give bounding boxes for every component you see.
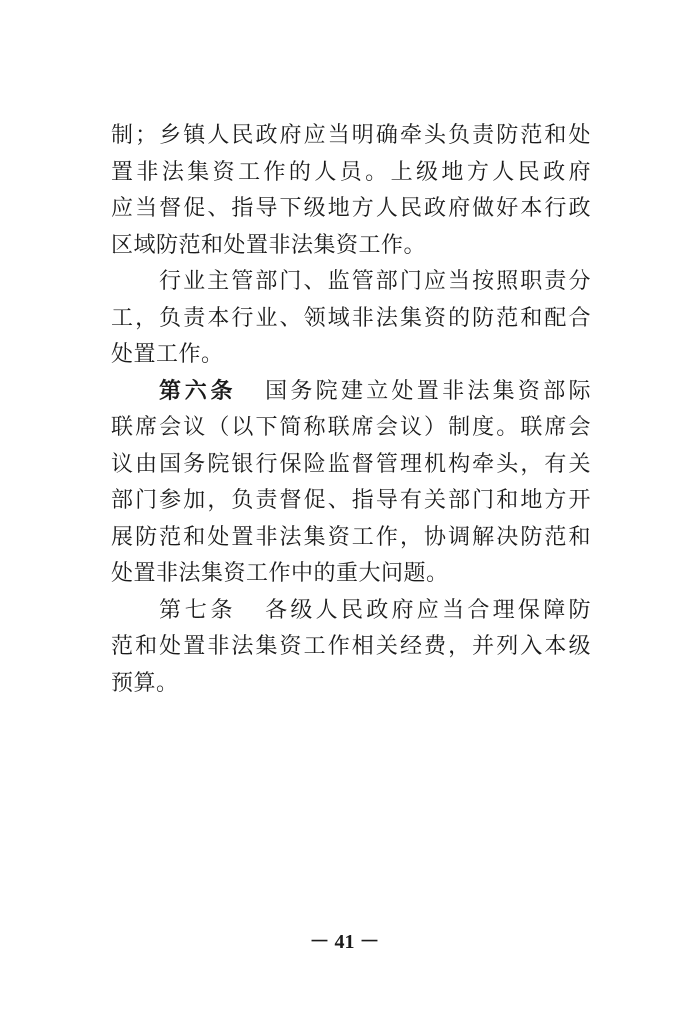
article-seven-text: 各级人民政府应当合理保障防 [262, 597, 591, 623]
paragraph-line: 置非法集资工作的人员。上级地方人民政府 [111, 159, 591, 185]
article-seven-label: 第七条 [159, 597, 237, 623]
paragraph-line: 区域防范和处置非法集资工作。 [111, 232, 427, 258]
article-six-first-line [111, 374, 591, 411]
page-number: － 41 － [309, 931, 380, 953]
paragraph-line: 联席会议（以下简称联席会议）制度。联席会 [111, 415, 591, 440]
paragraph-line: 制；乡镇人民政府应当明确牵头负责防范和处 [111, 123, 591, 148]
paragraph-line: 工，负责本行业、领域非法集资的防范和配合 [111, 305, 591, 331]
paragraph-line: 部门参加，负责督促、指导有关部门和地方开 [111, 488, 591, 513]
paragraph-line: 处置工作。 [111, 342, 224, 367]
body-text [111, 118, 591, 702]
paragraph-line: 应当督促、指导下级地方人民政府做好本行政 [111, 196, 591, 221]
article-six-label: 第六条 [159, 378, 237, 404]
article-six-text: 国务院建立处置非法集资部际 [262, 378, 591, 404]
paragraph-line: 议由国务院银行保险监督管理机构牵头，有关 [111, 451, 591, 477]
paragraph-line: 展防范和处置非法集资工作，协调解决防范和 [111, 524, 591, 550]
paragraph-line: 预算。 [111, 670, 179, 696]
paragraph-line: 范和处置非法集资工作相关经费，并列入本级 [111, 634, 591, 659]
paragraph-line: 处置非法集资工作中的重大问题。 [111, 561, 449, 586]
article-seven-first-line [111, 593, 591, 630]
paragraph-line: 行业主管部门、监管部门应当按照职责分 [159, 269, 591, 294]
